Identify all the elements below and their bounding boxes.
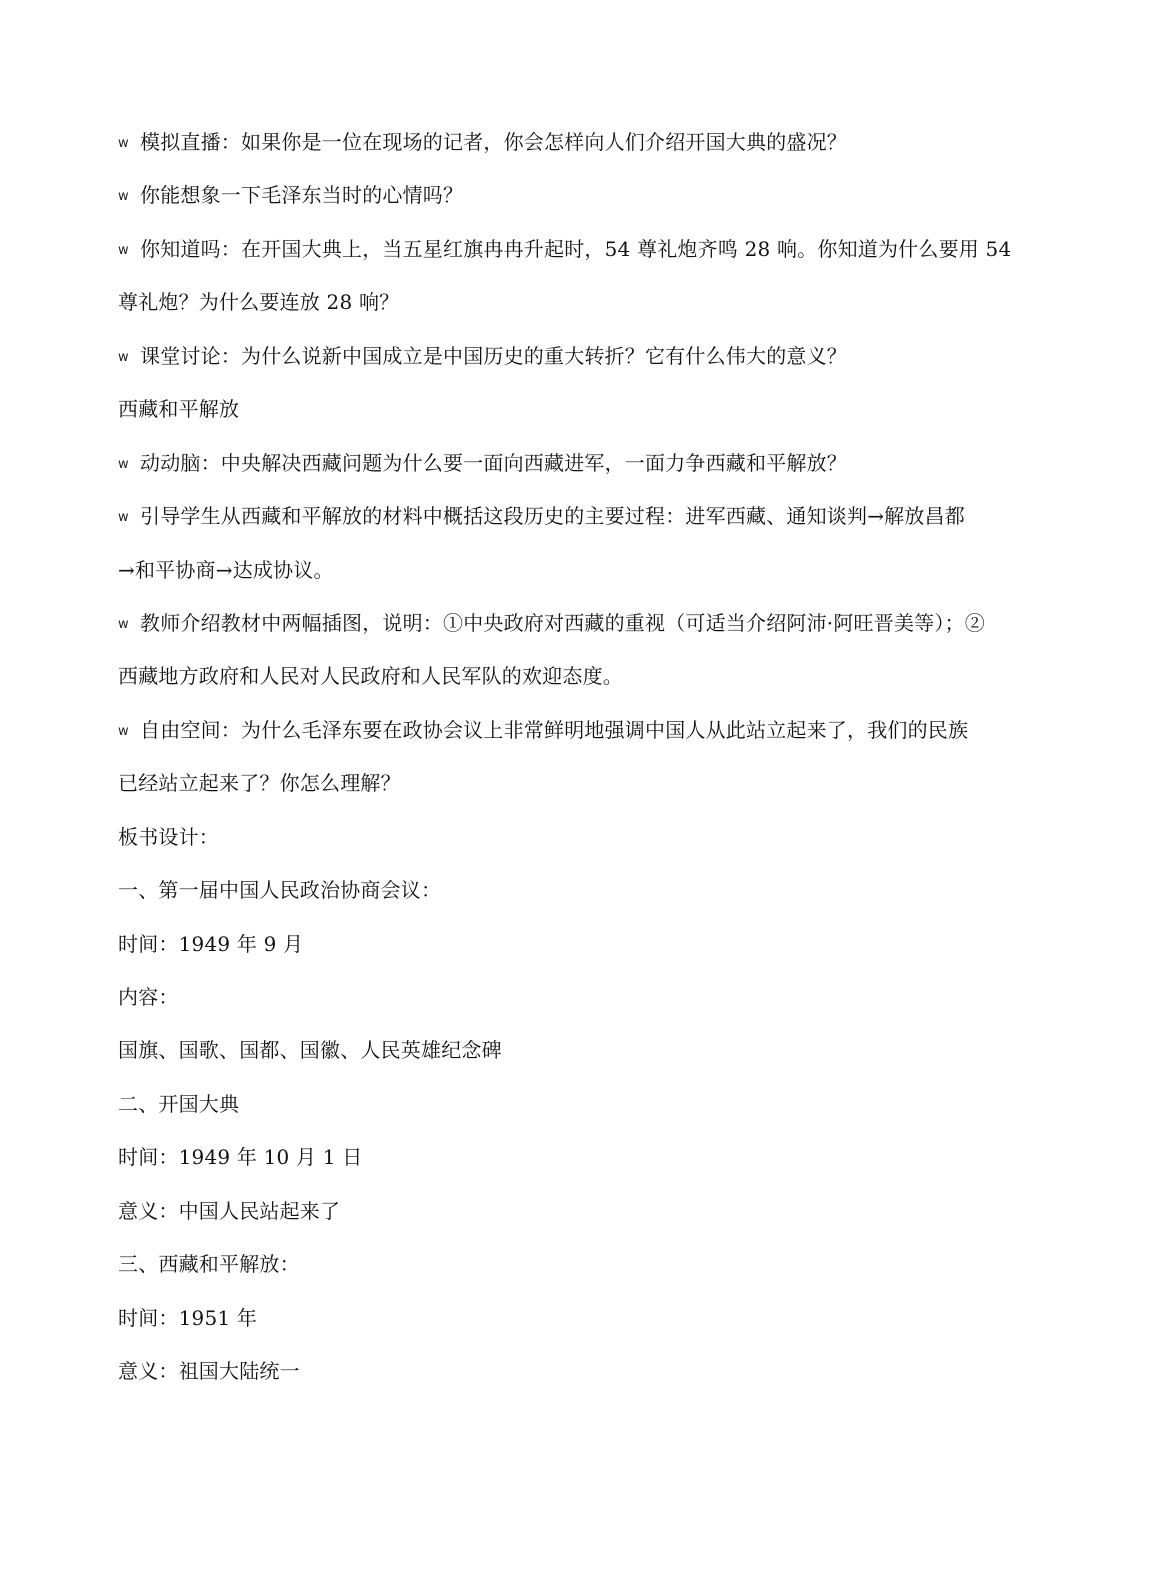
text-line [118,451,1038,477]
line-text: 二、开国大典 [118,1092,240,1116]
line-text: 模拟直播：如果你是一位在现场的记者，你会怎样向人们介绍开国大典的盛况？ [140,130,847,154]
text-line [118,183,1038,209]
line-text: 尊礼炮？为什么要连放 28 响？ [118,290,400,314]
bullet-marker: w [118,243,129,258]
line-text: 你知道吗：在开国大典上，当五星红旗冉冉升起时，54 尊礼炮齐鸣 28 响。你知道为什么要用 54 [140,237,1012,261]
text-line [118,237,1038,263]
bullet-marker: w [118,724,129,739]
text-line [118,130,1038,156]
line-text: 自由空间：为什么毛泽东要在政协会议上非常鲜明地强调中国人从此站立起来了，我们的民族 [140,718,969,742]
text-line [118,1359,1038,1383]
text-line [118,932,1038,956]
line-text: 一、第一届中国人民政治协商会议： [118,878,442,902]
line-text: 时间：1949 年 9 月 [118,932,304,956]
line-text: 课堂讨论：为什么说新中国成立是中国历史的重大转折？它有什么伟大的意义？ [140,344,847,368]
line-text: 西藏和平解放 [118,397,240,421]
line-text: 引导学生从西藏和平解放的材料中概括这段历史的主要过程：进军西藏、通知谈判→解放昌都 [140,504,965,528]
text-line [118,397,1038,421]
text-line [118,558,1038,582]
bullet-marker: w [118,617,129,632]
bullet-marker: w [118,350,129,365]
text-line [118,878,1038,902]
text-line [118,504,1038,530]
line-text: 教师介绍教材中两幅插图，说明：①中央政府对西藏的重视（可适当介绍阿沛·阿旺晋美等）；② [140,611,985,635]
text-line [118,985,1038,1009]
text-line [118,344,1038,370]
text-line [118,664,1038,688]
text-line [118,1145,1038,1169]
line-text: 你能想象一下毛泽东当时的心情吗？ [140,183,464,207]
line-text: 三、西藏和平解放： [118,1252,300,1276]
text-line [118,1199,1038,1223]
line-text: 国旗、国歌、国都、国徽、人民英雄纪念碑 [118,1038,502,1062]
bullet-marker: w [118,189,129,204]
bullet-marker: w [118,510,129,525]
bullet-marker: w [118,457,129,472]
text-line [118,825,1038,849]
text-line [118,718,1038,744]
line-text: 内容： [118,985,179,1009]
text-line [118,290,1038,314]
line-text: 板书设计： [118,825,219,849]
text-line [118,611,1038,637]
line-text: 意义：中国人民站起来了 [118,1199,341,1223]
line-text: 西藏地方政府和人民对人民政府和人民军队的欢迎态度。 [118,664,623,688]
text-line [118,1092,1038,1116]
line-text: 意义：祖国大陆统一 [118,1359,300,1383]
line-text: 时间：1951 年 [118,1306,258,1330]
line-text: 已经站立起来了？你怎么理解？ [118,771,401,795]
line-text: →和平协商→达成协议。 [118,558,334,582]
line-text: 时间：1949 年 10 月 1 日 [118,1145,363,1169]
bullet-marker: w [118,136,129,151]
text-line [118,1038,1038,1062]
text-line [118,771,1038,795]
text-line [118,1252,1038,1276]
text-line [118,1306,1038,1330]
line-text: 动动脑：中央解决西藏问题为什么要一面向西藏进军，一面力争西藏和平解放？ [140,451,847,475]
